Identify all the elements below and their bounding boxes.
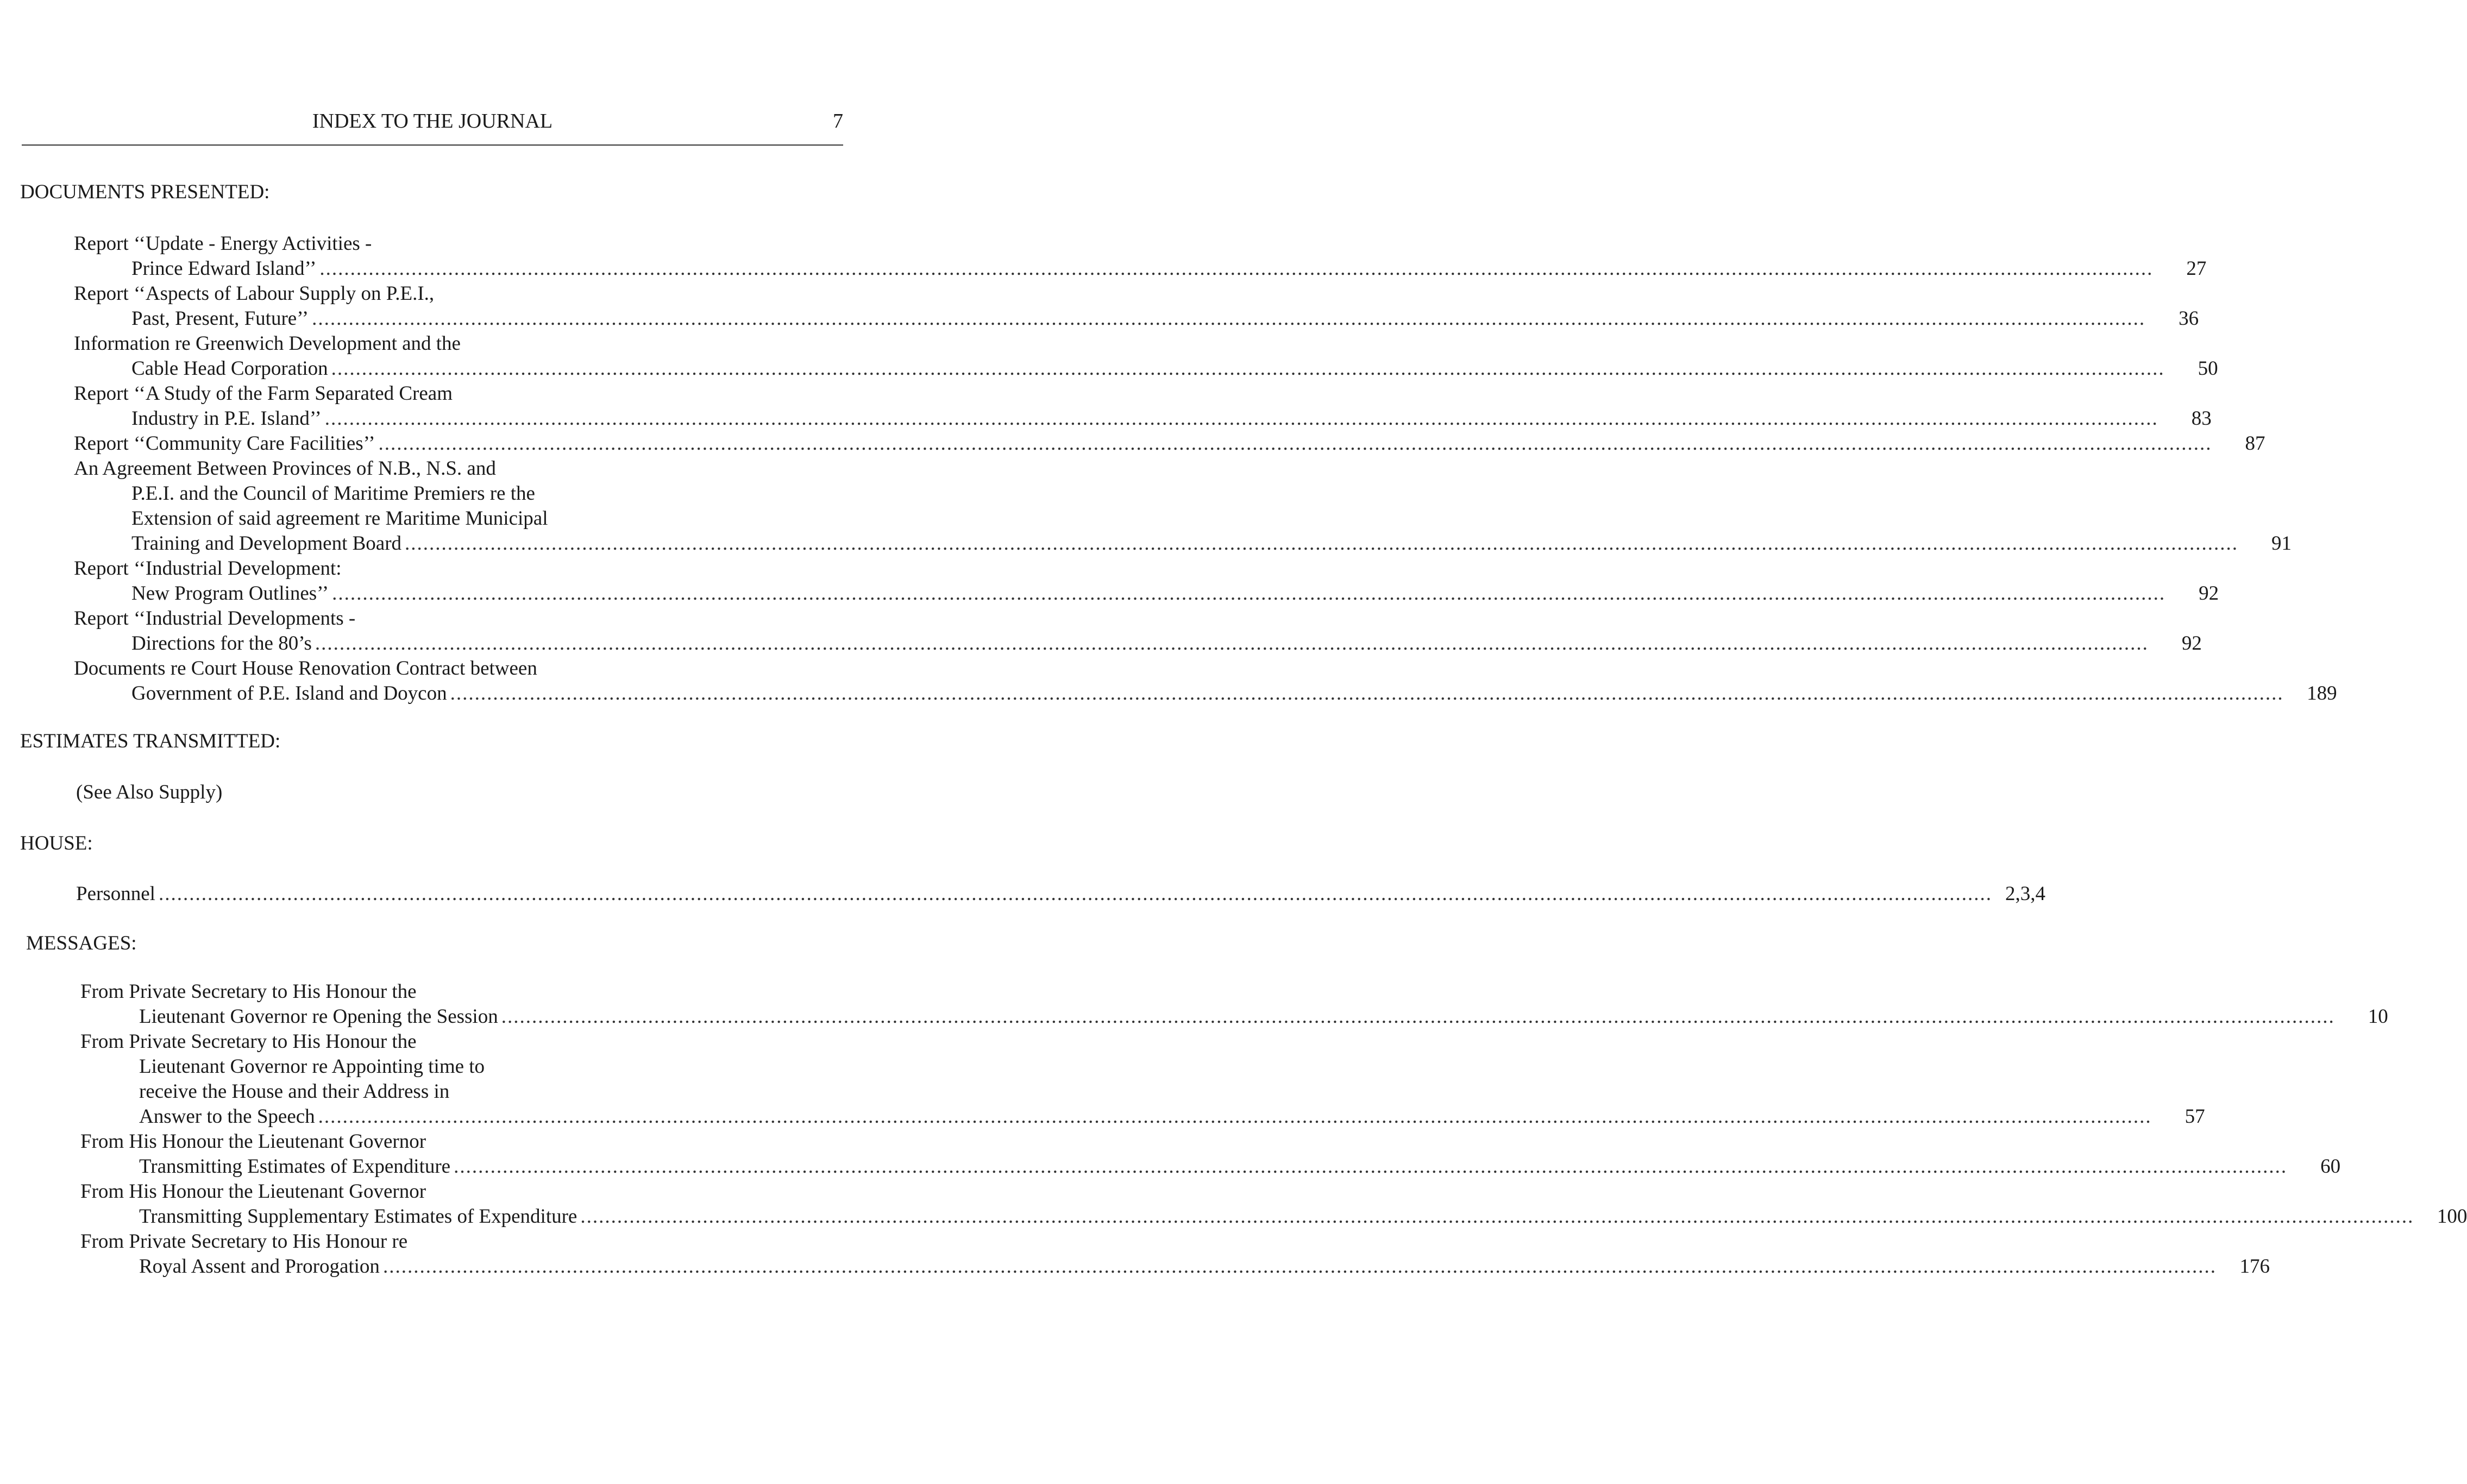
index-entry: [80, 979, 2388, 1029]
entry-text: Directions for the 80’s: [131, 632, 312, 655]
entry-final-line: [74, 681, 2337, 706]
entry-text: Report ‘‘Industrial Developments -: [74, 607, 356, 630]
entry-final-line: [80, 1254, 2270, 1279]
entry-final-line: [74, 256, 2207, 281]
entry-page-number: 57: [2184, 1105, 2205, 1128]
entry-text: Past, Present, Future’’: [131, 307, 309, 330]
entry-line: [74, 281, 840, 306]
entry-text: From Private Secretary to His Honour the: [80, 980, 417, 1003]
index-entry: [80, 1129, 2341, 1179]
dot-leader: ............................................................................................................................................................................................................................................................................................................: [312, 307, 2146, 330]
entry-page-number: 50: [2198, 357, 2218, 380]
entry-line: [74, 231, 840, 256]
running-head: [22, 108, 843, 135]
entry-line: [80, 1079, 849, 1104]
entry-final-line: [80, 1104, 2205, 1129]
entry-text: Transmitting Supplementary Estimates of Expenditure: [139, 1205, 577, 1228]
entry-line: [74, 456, 840, 481]
entry-page-number: 176: [2239, 1255, 2270, 1278]
entry-page-number: 10: [2368, 1005, 2388, 1028]
entry-page-number: 2,3,4: [2005, 883, 2045, 905]
entry-text: Report ‘‘Community Care Facilities’’: [74, 432, 375, 455]
entry-line: [80, 1129, 849, 1154]
entry-final-line: [80, 1004, 2388, 1029]
entry-text: Industry in P.E. Island’’: [131, 407, 322, 430]
index-entry: [74, 431, 2265, 456]
entry-final-line: [74, 431, 2265, 456]
entry-line: [80, 1179, 849, 1204]
entry-text: Cable Head Corporation: [131, 357, 328, 380]
entry-page-number: 92: [2199, 582, 2219, 605]
running-head-title: INDEX TO THE JOURNAL: [312, 110, 553, 133]
entry-text: Royal Assent and Prorogation: [139, 1255, 380, 1278]
entry-final-line: [74, 306, 2199, 331]
dot-leader: ............................................................................................................................................................................................................................................................................................................: [158, 883, 1992, 905]
entry-final-line: [74, 631, 2202, 656]
index-entry: [74, 456, 2292, 556]
index-entry: [74, 606, 2202, 656]
entry-final-line: [76, 882, 2045, 907]
entry-line: [80, 1054, 849, 1079]
dot-leader: ............................................................................................................................................................................................................................................................................................................: [331, 357, 2165, 380]
entry-page-number: 100: [2437, 1205, 2467, 1228]
header-rule: [22, 144, 843, 146]
entry-text: Report ‘‘Update - Energy Activities -: [74, 232, 372, 255]
entry-text: Report ‘‘Aspects of Labour Supply on P.E.I.,: [74, 282, 435, 305]
entry-page-number: 189: [2307, 682, 2337, 705]
entry-text: An Agreement Between Provinces of N.B., N.S. and: [74, 457, 496, 480]
dot-leader: ............................................................................................................................................................................................................................................................................................................: [501, 1005, 2335, 1028]
entry-final-line: [74, 531, 2292, 556]
index-entry: [74, 556, 2219, 606]
entry-text: Prince Edward Island’’: [131, 257, 317, 280]
index-entry: [74, 381, 2212, 431]
entry-page-number: 87: [2245, 432, 2265, 455]
entry-text: receive the House and their Address in: [139, 1080, 450, 1103]
entry-line: [74, 556, 840, 581]
dot-leader: ............................................................................................................................................................................................................................................................................................................: [315, 632, 2149, 655]
entry-final-line: [74, 356, 2218, 381]
see-also-note: (See Also Supply): [76, 781, 223, 803]
entry-text: New Program Outlines’’: [131, 582, 329, 605]
entry-text: Answer to the Speech: [139, 1105, 315, 1128]
dot-leader: ............................................................................................................................................................................................................................................................................................................: [580, 1205, 2414, 1228]
entry-text: Extension of said agreement re Maritime Municipal: [131, 507, 548, 530]
index-entry: [80, 1179, 2467, 1229]
entry-text: P.E.I. and the Council of Maritime Premiers re the: [131, 482, 535, 505]
entry-text: Report ‘‘Industrial Development:: [74, 557, 342, 580]
entry-line: [74, 481, 840, 506]
entry-line: [74, 606, 840, 631]
dot-leader: ............................................................................................................................................................................................................................................................................................................: [378, 432, 2212, 455]
entry-line: [80, 1229, 849, 1254]
entry-final-line: [74, 406, 2212, 431]
dot-leader: ............................................................................................................................................................................................................................................................................................................: [382, 1255, 2217, 1278]
entry-text: Documents re Court House Renovation Contract between: [74, 657, 537, 680]
dot-leader: ............................................................................................................................................................................................................................................................................................................: [332, 582, 2166, 605]
index-entry: [76, 882, 2045, 907]
entry-text: Information re Greenwich Development and the: [74, 332, 461, 355]
section-heading-estimates-transmitted: ESTIMATES TRANSMITTED:: [20, 730, 281, 752]
entry-final-line: [80, 1204, 2467, 1229]
entry-text: From Private Secretary to His Honour re: [80, 1230, 408, 1253]
entry-page-number: 27: [2186, 257, 2207, 280]
entry-line: [80, 979, 849, 1004]
dot-leader: ............................................................................................................................................................................................................................................................................................................: [450, 682, 2284, 705]
entry-text: Personnel: [76, 883, 155, 905]
entry-text: Government of P.E. Island and Doycon: [131, 682, 447, 705]
dot-leader: ............................................................................................................................................................................................................................................................................................................: [318, 1105, 2152, 1128]
entry-text: Lieutenant Governor re Appointing time to: [139, 1055, 485, 1078]
entry-line: [80, 1029, 849, 1054]
section-heading-house: HOUSE:: [20, 832, 93, 854]
page-number: 7: [833, 110, 843, 133]
entry-text: Lieutenant Governor re Opening the Session: [139, 1005, 498, 1028]
index-entry: [74, 231, 2207, 281]
entry-line: [74, 656, 840, 681]
index-entry: [74, 281, 2199, 331]
entry-line: [74, 331, 840, 356]
index-entry: [80, 1229, 2270, 1279]
entry-page-number: 92: [2181, 632, 2202, 655]
dot-leader: ............................................................................................................................................................................................................................................................................................................: [454, 1155, 2288, 1178]
entry-text: From His Honour the Lieutenant Governor: [80, 1180, 426, 1203]
index-entry: [80, 1029, 2205, 1129]
entry-page-number: 83: [2191, 407, 2212, 430]
section-heading-messages: MESSAGES:: [26, 932, 137, 954]
entry-line: [74, 381, 840, 406]
entry-page-number: 60: [2320, 1155, 2341, 1178]
index-entry: [74, 656, 2337, 706]
entry-text: Transmitting Estimates of Expenditure: [139, 1155, 451, 1178]
entry-text: From Private Secretary to His Honour the: [80, 1030, 417, 1053]
entry-page-number: 36: [2179, 307, 2199, 330]
dot-leader: ............................................................................................................................................................................................................................................................................................................: [324, 407, 2158, 430]
entry-final-line: [80, 1154, 2341, 1179]
entry-text: From His Honour the Lieutenant Governor: [80, 1130, 426, 1153]
dot-leader: ............................................................................................................................................................................................................................................................................................................: [405, 532, 2239, 555]
entry-text: Training and Development Board: [131, 532, 402, 555]
index-entry: [74, 331, 2218, 381]
dot-leader: ............................................................................................................................................................................................................................................................................................................: [319, 257, 2154, 280]
entry-text: Report ‘‘A Study of the Farm Separated Cream: [74, 382, 453, 405]
entry-line: [74, 506, 840, 531]
entry-page-number: 91: [2271, 532, 2292, 555]
entry-final-line: [74, 581, 2219, 606]
section-heading-documents-presented: DOCUMENTS PRESENTED:: [20, 181, 270, 203]
